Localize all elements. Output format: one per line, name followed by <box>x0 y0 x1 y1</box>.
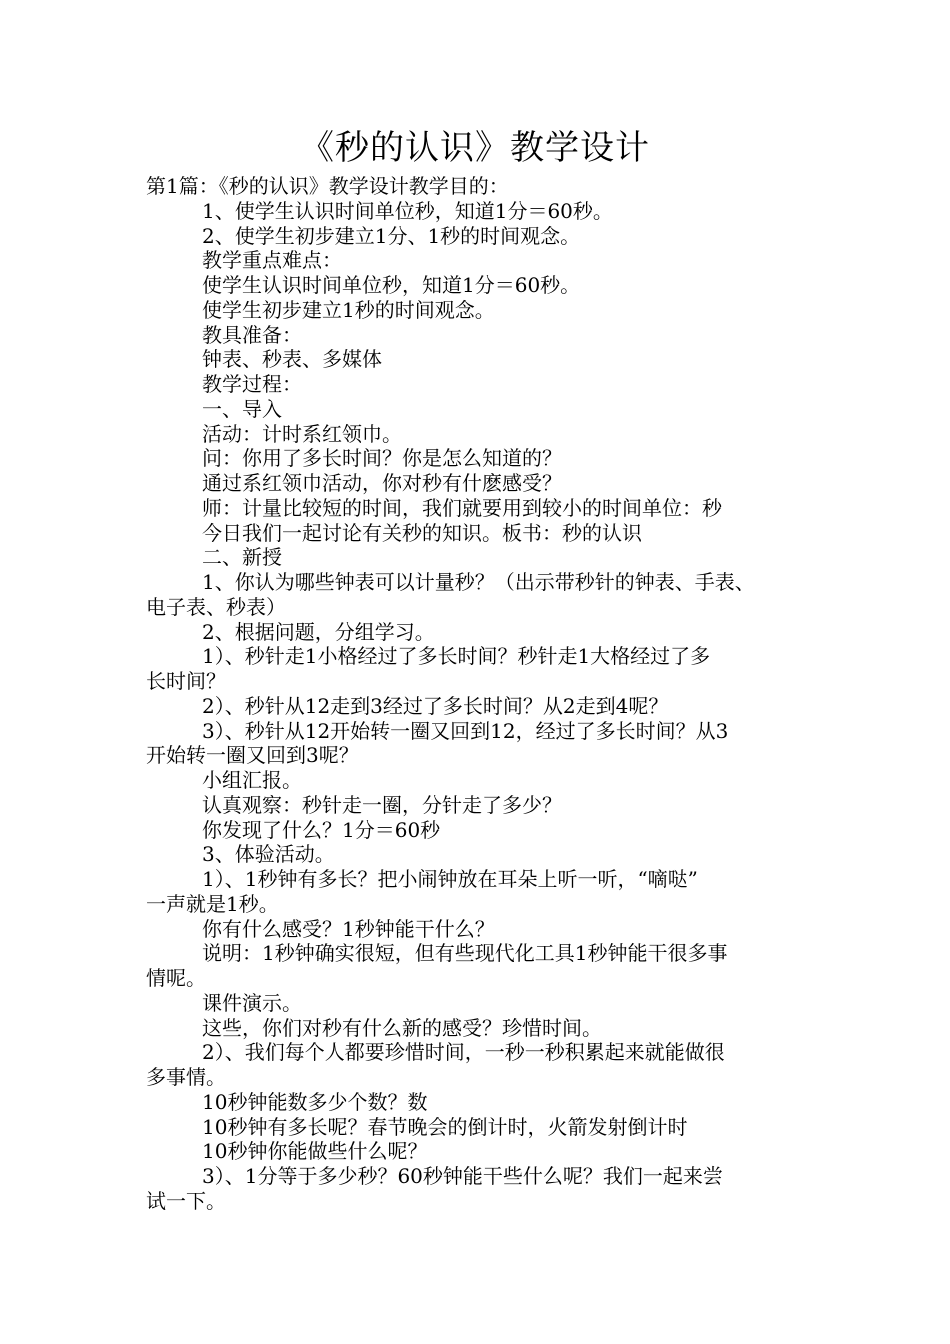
paragraph-line: 这些，你们对秒有什么新的感受？珍惜时间。 <box>202 1015 602 1040</box>
paragraph-line: 你发现了什么？1分＝60秒 <box>202 817 441 842</box>
paragraph-line: 2、根据问题，分组学习。 <box>202 619 435 644</box>
paragraph-line: 1）、1秒钟有多长？把小闹钟放在耳朵上听一听，“嘀哒” <box>202 867 698 891</box>
paragraph-line: 问：你用了多长时间？你是怎么知道的？ <box>202 446 562 471</box>
paragraph-line: 二、新授 <box>202 545 282 570</box>
paragraph-line: 3、体验活动。 <box>202 842 335 867</box>
paragraph-line: 教学重点难点： <box>202 248 342 273</box>
paragraph-line: 通过系红领巾活动，你对秒有什麽感受？ <box>202 471 562 495</box>
paragraph-line: 长时间？ <box>146 669 226 693</box>
paragraph-line: 3）、秒针从12开始转一圈又回到12，经过了多长时间？从3 <box>202 718 729 743</box>
paragraph-line: 2、使学生初步建立1分、1秒的时间观念。 <box>202 223 581 248</box>
paragraph-line: 说明：1秒钟确实很短，但有些现代化工具1秒钟能干很多事 <box>202 941 728 966</box>
paragraph-line: 使学生认识时间单位秒，知道1分＝60秒。 <box>202 273 581 297</box>
paragraph-line: 一声就是1秒。 <box>146 891 279 916</box>
paragraph-line: 教具准备： <box>202 322 302 347</box>
paragraph-line: 开始转一圈又回到3呢？ <box>146 743 359 768</box>
paragraph-line: 今日我们一起讨论有关秒的知识。板书：秒的认识 <box>202 520 642 545</box>
paragraph-line: 1）、秒针走1小格经过了多长时间？秒针走1大格经过了多 <box>202 644 711 669</box>
paragraph-line: 电子表、秒表） <box>146 594 286 619</box>
paragraph-line: 2）、秒针从12走到3经过了多长时间？从2走到4呢？ <box>202 693 669 718</box>
paragraph-line: 活动：计时系红领巾。 <box>202 421 402 446</box>
paragraph-line: 认真观察：秒针走一圈，分针走了多少？ <box>202 792 562 817</box>
paragraph-line: 情呢。 <box>146 966 206 990</box>
paragraph-line: 一、导入 <box>202 396 282 421</box>
paragraph-line: 1、你认为哪些钟表可以计量秒？（出示带秒针的钟表、手表、 <box>202 570 755 594</box>
paragraph-line: 10秒钟你能做些什么呢？ <box>202 1139 428 1164</box>
paragraph-line: 10秒钟有多长呢？春节晚会的倒计时，火箭发射倒计时 <box>202 1114 688 1139</box>
document-body <box>146 174 836 1214</box>
paragraph-line: 试一下。 <box>146 1188 226 1213</box>
paragraph-line: 课件演示。 <box>202 990 302 1015</box>
paragraph-line: 第1篇：《秒的认识》教学设计教学目的： <box>146 174 509 198</box>
paragraph-line: 1、使学生认识时间单位秒，知道1分＝60秒。 <box>202 198 613 223</box>
paragraph-line: 小组汇报。 <box>202 768 302 792</box>
document-title: 《秒的认识》教学设计 <box>300 128 650 168</box>
paragraph-line: 2）、我们每个人都要珍惜时间，一秒一秒积累起来就能做很 <box>202 1040 725 1065</box>
paragraph-line: 10秒钟能数多少个数？数 <box>202 1089 428 1114</box>
paragraph-line: 钟表、秒表、多媒体 <box>202 347 382 372</box>
paragraph-line: 使学生初步建立1秒的时间观念。 <box>202 297 495 322</box>
paragraph-line: 师：计量比较短的时间，我们就要用到较小的时间单位：秒 <box>202 495 722 520</box>
paragraph-line: 教学过程： <box>202 372 302 396</box>
paragraph-line: 你有什么感受？1秒钟能干什么？ <box>202 916 495 941</box>
paragraph-line: 多事情。 <box>146 1065 226 1089</box>
paragraph-line: 3）、1分等于多少秒？60秒钟能干些什么呢？我们一起来尝 <box>202 1164 723 1188</box>
